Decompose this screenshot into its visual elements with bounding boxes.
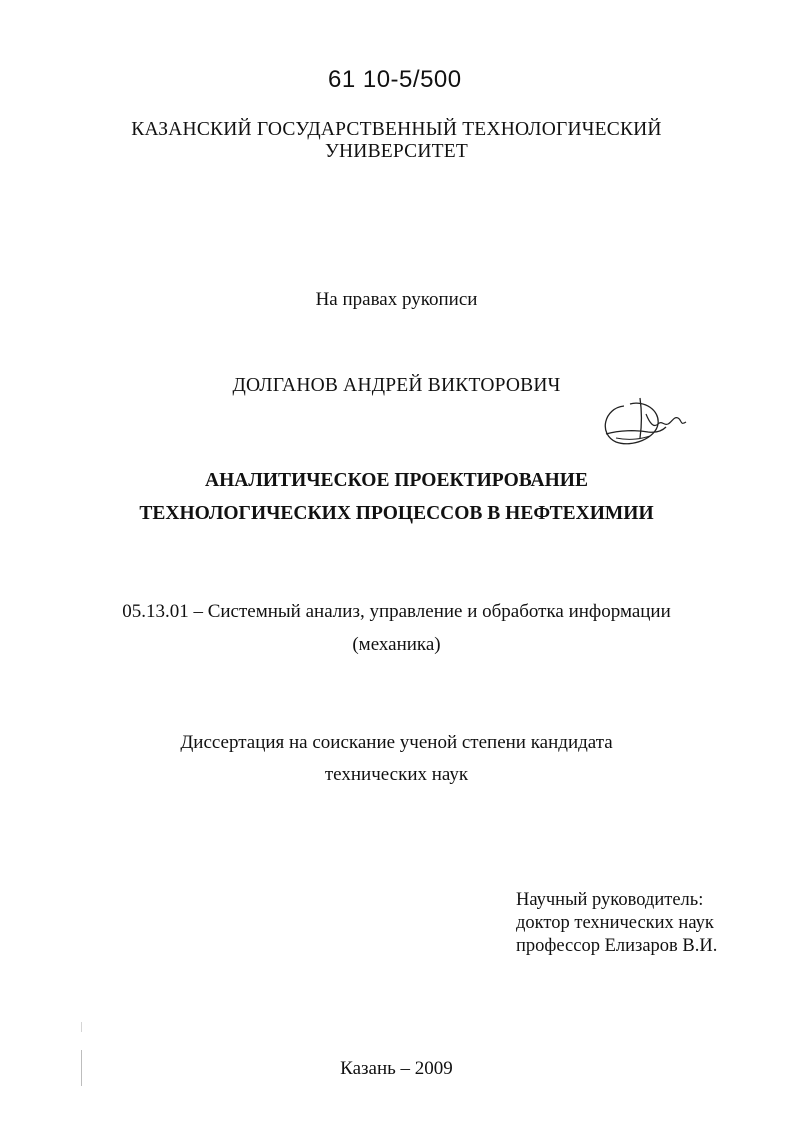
dissertation-title-line2: ТЕХНОЛОГИЧЕСКИХ ПРОЦЕССОВ В НЕФТЕХИМИИ <box>139 503 654 524</box>
author-name: ДОЛГАНОВ АНДРЕЙ ВИКТОРОВИЧ <box>232 375 561 396</box>
scan-artifact-line <box>81 1050 82 1086</box>
dissertation-title-line1: АНАЛИТИЧЕСКОЕ ПРОЕКТИРОВАНИЕ <box>205 470 588 491</box>
archive-code: 61 10-5/500 <box>328 66 462 93</box>
degree-line2: технических наук <box>324 764 469 785</box>
specialty-line2: (механика) <box>352 634 441 655</box>
manuscript-note: На правах рукописи <box>315 289 478 310</box>
advisor-degree: доктор технических наук <box>516 913 714 933</box>
advisor-name: профессор Елизаров В.И. <box>516 936 718 956</box>
handwritten-signature <box>596 394 696 454</box>
university-name-line2: УНИВЕРСИТЕТ <box>325 141 468 162</box>
advisor-label: Научный руководитель: <box>516 890 704 910</box>
university-name-line1: КАЗАНСКИЙ ГОСУДАРСТВЕННЫЙ ТЕХНОЛОГИЧЕСКИЙ <box>131 119 662 140</box>
scientific-advisor-block <box>516 889 717 958</box>
place-and-year: Казань – 2009 <box>340 1058 453 1079</box>
scan-artifact-mark <box>81 1022 82 1032</box>
specialty-line1: 05.13.01 – Системный анализ, управление и обработка информации <box>122 601 671 622</box>
degree-line1: Диссертация на соискание ученой степени кандидата <box>180 732 613 753</box>
